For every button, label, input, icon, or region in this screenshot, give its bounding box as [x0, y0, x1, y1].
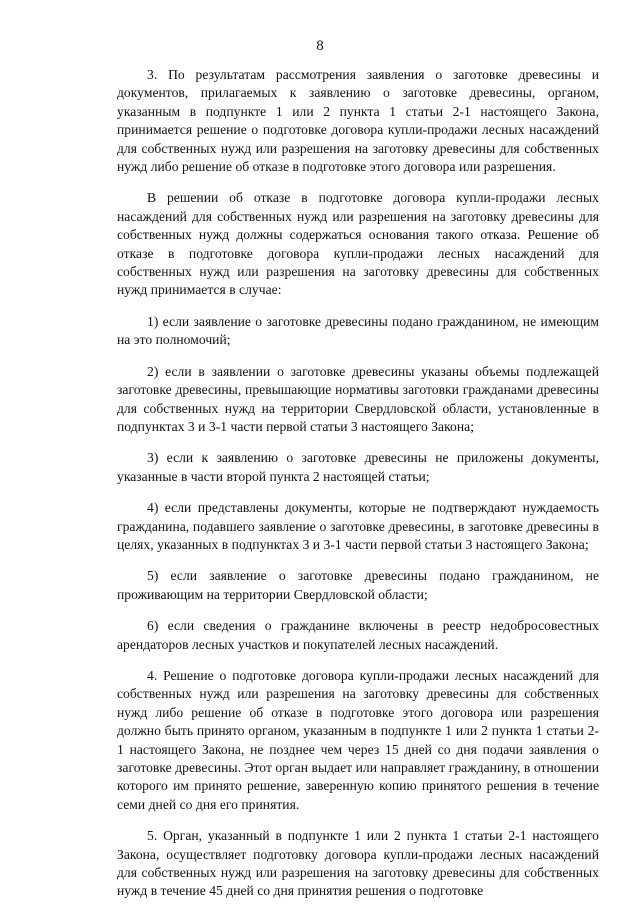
list-item-6: 6) если сведения о гражданине включены в реестр недобросовестных арендаторов лесных участков и покупателей лесных насаждений.: [117, 618, 599, 652]
page-number: 8: [316, 38, 324, 54]
list-item-2: 2) если в заявлении о заготовке древесины указаны объемы подлежащей заготовке древесины, превышающие нормативы заготовки гражданами древесины для собственных нужд на территории Свердловской области, установленные в подпунктах 3 и 3-1 части первой статьи 3 настоящего Закона;: [117, 363, 599, 434]
list-item-1: 1) если заявление о заготовке древесины подано гражданином, не имеющим на это полномочий;: [117, 313, 599, 348]
paragraph-clause-3: 3. По результатам рассмотрения заявления о заготовке древесины и документов, прилагаемых к заявлению о заготовке древесины, органом, указанным в подпункте 1 или 2 пункта 1 статьи 2-1 настоящего Закона, принимается решение о подготовке договора купли-продажи лесных насаждений для собственных нужд или разрешения на заготовку древесины для собственных нужд либо решение об отказе в подготовке этого договора или разрешения.: [117, 67, 599, 175]
paragraph-refusal-grounds: В решении об отказе в подготовке договора купли-продажи лесных насаждений для собственных нужд или разрешения на заготовку древесины для собственных нужд должны содержаться основания такого отказа. Решение об отказе в подготовке договора купли-продажи лесных насаждений для собственных нужд или разрешения на заготовку древесины для собственных нужд принимается в случае:: [117, 190, 599, 298]
document-body: [117, 66, 599, 901]
list-item-4: 4) если представлены документы, которые не подтверждают нуждаемость гражданина, подавшего заявление о заготовке древесины, в заготовке древесины в целях, указанных в подпунктах 3 и 3-1 части первой статьи 3 настоящего Закона;: [117, 500, 599, 552]
list-item-5: 5) если заявление о заготовке древесины подано гражданином, не проживающим на территории Свердловской области;: [117, 568, 599, 602]
paragraph-clause-5: 5. Орган, указанный в подпункте 1 или 2 пункта 1 статьи 2-1 настоящего Закона, осуществляет подготовку договора купли-продажи лесных насаждений для собственных нужд или разрешения на заготовку древесины для собственных нужд в течение 45 дней со дня принятия решения о подготовке: [117, 828, 599, 899]
list-item-3: 3) если к заявлению о заготовке древесины не приложены документы, указанные в части второй пункта 2 настоящей статьи;: [117, 450, 599, 484]
paragraph-clause-4: 4. Решение о подготовке договора купли-продажи лесных насаждений для собственных нужд или разрешения на заготовку древесины для собственных нужд либо решение об отказе в подготовке этого договора или разрешения должно быть принято органом, указанным в подпункте 1 или 2 пункта 1 статьи 2-1 настоящего Закона, не позднее чем через 15 дней со дня подачи заявления о заготовке древесины. Этот орган выдает или направляет гражданину, в отношении которого им принято решение, заверенную копию принятого решения в течение семи дней со дня его принятия.: [117, 667, 599, 812]
